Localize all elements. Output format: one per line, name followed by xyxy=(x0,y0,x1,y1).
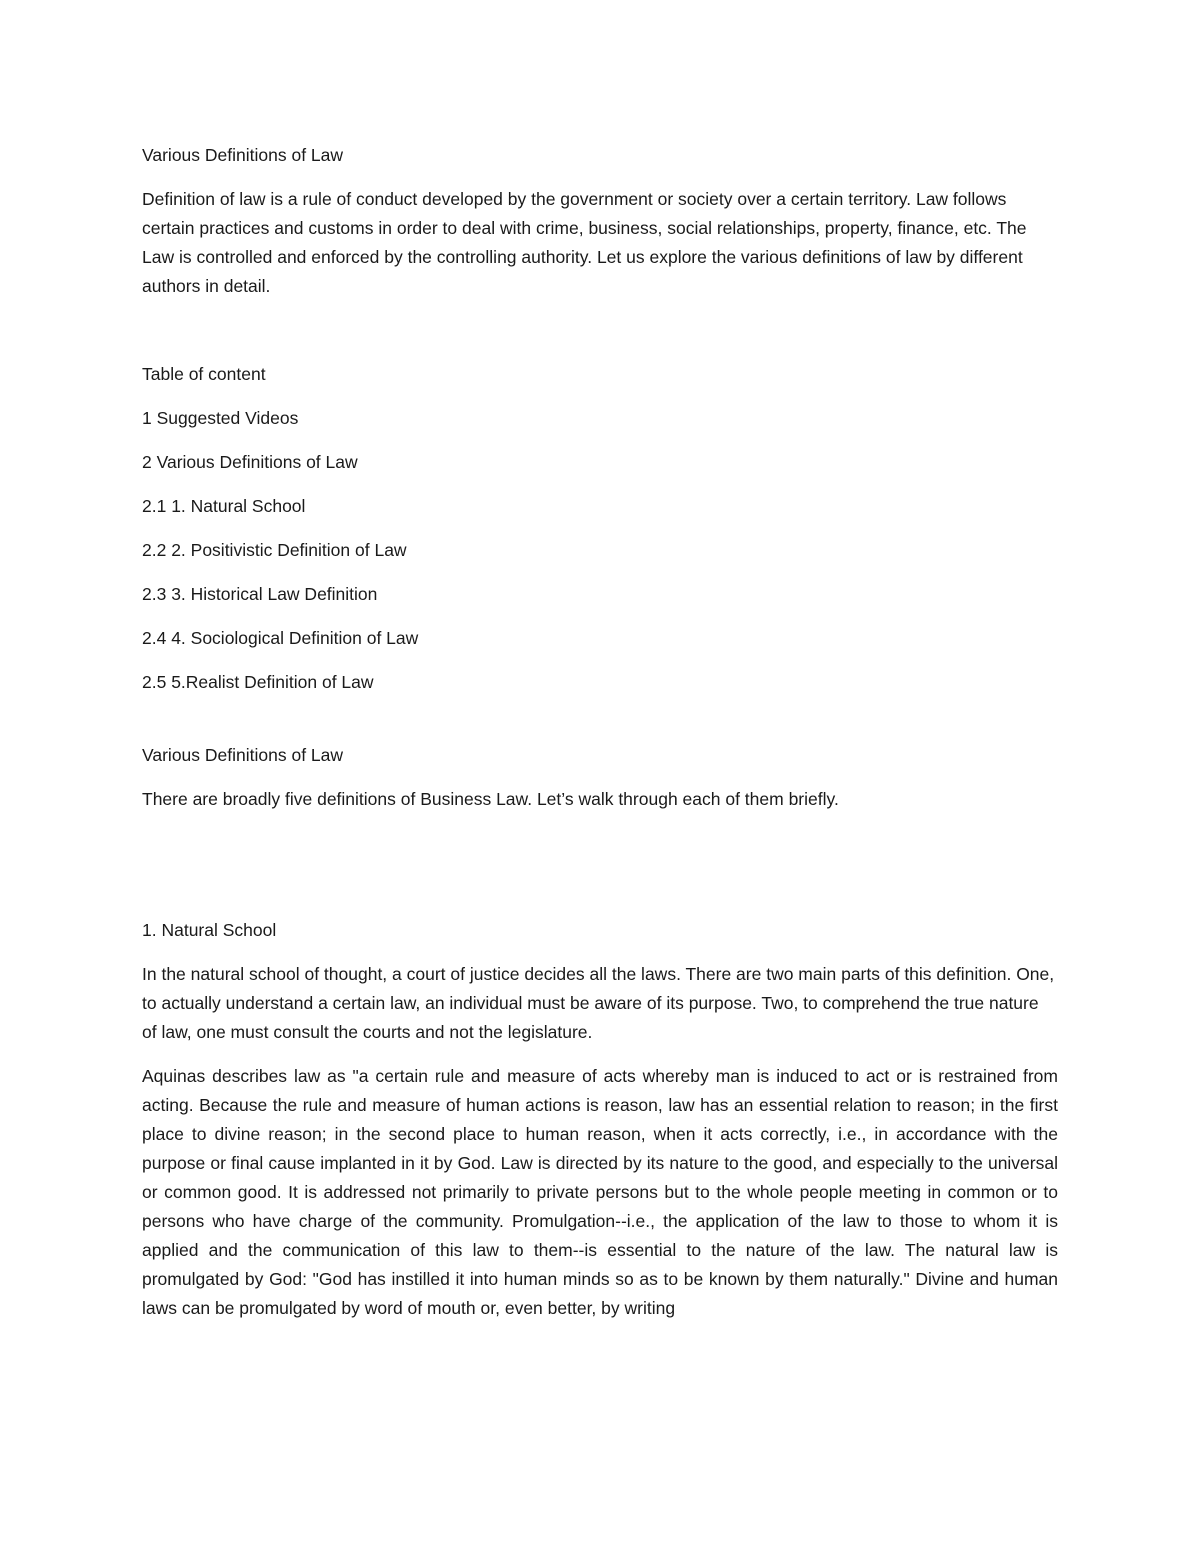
overview-paragraph: There are broadly five definitions of Business Law. Let’s walk through each of them briefly. xyxy=(142,789,839,809)
toc-item: 2 Various Definitions of Law xyxy=(142,452,358,472)
natural-school-heading: 1. Natural School xyxy=(142,920,277,940)
aquinas-paragraph: Aquinas describes law as "a certain rule and measure of acts whereby man is induced to act or is restrained from acting. Because the rule and measure of human actions is reason, law has an essential relation to reason; in the first place to divine reason; in the second place to human reason, when it acts correctly, i.e., in accordance with the purpose or final cause implanted in it by God. Law is directed by its nature to the good, and especially to the universal or common good. It is addressed not primarily to private persons but to the whole people meeting in common or to persons who have charge of the community. Promulgation--i.e., the application of the law to those to whom it is applied and the communication of this law to them--is essential to the nature of the law. The natural law is promulgated by God: "God has instilled it into human minds so as to be known by them naturally." Divine and human laws can be promulgated by word of mouth or, even better, by writing xyxy=(142,1066,1058,1318)
toc-item: 2.1 1. Natural School xyxy=(142,496,306,516)
toc-item: 2.2 2. Positivistic Definition of Law xyxy=(142,540,407,560)
section-heading-various-definitions-2: Various Definitions of Law xyxy=(142,745,344,765)
section-heading-various-definitions: Various Definitions of Law xyxy=(142,145,344,165)
natural-school-paragraph: In the natural school of thought, a court of justice decides all the laws. There are two main parts of this definition. One, to actually understand a certain law, an individual must be aware of its purpose. Two, to comprehend the true nature of law, one must consult the courts and not the legislature. xyxy=(142,964,1055,1042)
toc-item: 1 Suggested Videos xyxy=(142,408,299,428)
toc-item: 2.5 5.Realist Definition of Law xyxy=(142,672,374,692)
document-page xyxy=(142,140,1058,1323)
toc-item: 2.3 3. Historical Law Definition xyxy=(142,584,378,604)
intro-paragraph: Definition of law is a rule of conduct developed by the government or society over a certain territory. Law follows certain practices and customs in order to deal with crime, business, social relationships, property, finance, etc. The Law is controlled and enforced by the controlling authority. Let us explore the various definitions of law by different authors in detail. xyxy=(142,189,1027,296)
toc-item: 2.4 4. Sociological Definition of Law xyxy=(142,628,419,648)
toc-title: Table of content xyxy=(142,364,266,384)
